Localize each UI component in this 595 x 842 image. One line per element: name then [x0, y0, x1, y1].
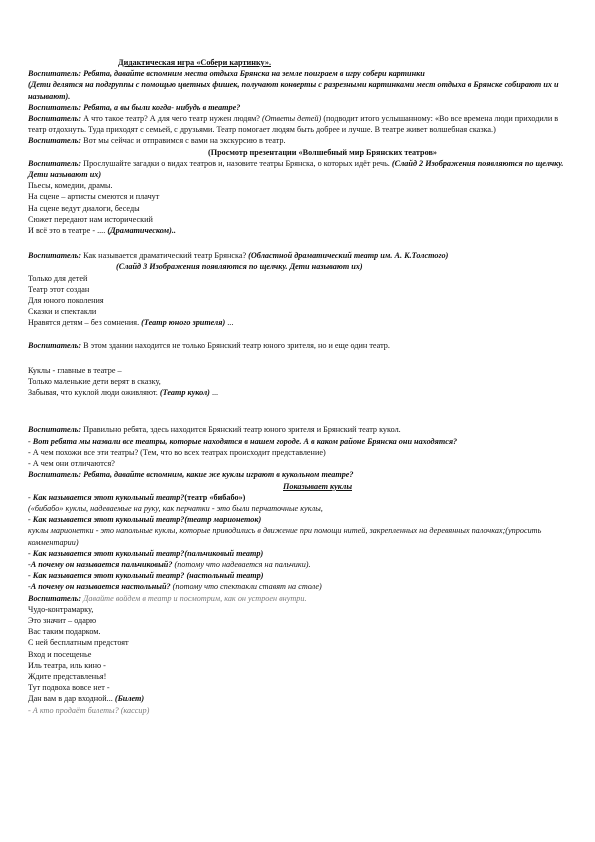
- riddle-line: Театр этот создан: [28, 284, 90, 294]
- question-line: - А чем похожи все эти театры? (Тем, что во всех театрах происходит представление): [28, 447, 326, 457]
- speaker-label: Воспитатель:: [28, 136, 82, 146]
- riddle-answer: (Театр кукол): [159, 388, 210, 398]
- riddle-line: На сцене – артисты смеются и плачут: [28, 192, 160, 202]
- riddle-line: Чудо-контрамарку,: [28, 604, 94, 614]
- speaker-label: Воспитатель:: [28, 69, 82, 79]
- riddle-line: Сказки и спектакли: [28, 307, 97, 317]
- question-line: [28, 492, 568, 503]
- paragraph-4: [28, 135, 568, 146]
- question-line: [28, 514, 568, 525]
- question-answer: (потому что спектакли ставят на столе): [172, 582, 322, 592]
- lesson-title: Дидактическая игра «Собери картинку».: [118, 58, 271, 67]
- paragraph-1-note: (Дети делятся на подгруппы с помощью цветных фишек, получают конверты с разрезными картинками мест отдыха в Брянске собирают их и называют).: [28, 80, 559, 101]
- question-text: -А почему он называется пальчиковый?: [28, 559, 173, 569]
- riddle-last-line: Забывая, что куклой люди оживляют.: [28, 388, 160, 398]
- question-line: [28, 570, 568, 581]
- show-dolls-note: Показывает куклы: [283, 481, 352, 491]
- speaker-label: Воспитатель:: [28, 158, 82, 168]
- speaker-label: Воспитатель:: [28, 425, 82, 435]
- paragraph-10: [28, 593, 568, 604]
- riddle-answer: (Билет): [114, 694, 145, 704]
- riddle-line: Пьесы, комедии, драмы.: [28, 181, 113, 191]
- paragraph-text: Ребята, давайте вспомним, какие же куклы играют в кукольном театре?: [83, 470, 354, 480]
- riddle-line: Только маленькие дети верят в сказку,: [28, 377, 161, 387]
- riddle-line: [28, 317, 568, 328]
- paragraph-text: Как называется драматический театр Брянска?: [83, 251, 247, 261]
- question-line: - А чем они отличаются?: [28, 459, 115, 469]
- question-text: - Как называется этот кукольный театр?: [28, 515, 185, 525]
- riddle-line: На сцене ведут диалоги, беседы: [28, 203, 140, 213]
- speaker-label: Воспитатель:: [28, 593, 82, 603]
- riddle-line: [28, 225, 568, 236]
- paragraph-text: Давайте войдем в театр и посмотрим, как он устроен внутри.: [83, 593, 307, 603]
- riddle-line: Это значит – одарю: [28, 615, 97, 625]
- speaker-label: Воспитатель:: [28, 102, 82, 112]
- question-line: [28, 548, 568, 559]
- kids-answer-note: (Ответы детей): [261, 114, 322, 124]
- riddle-last-line: Нравятся детям – без сомнения.: [28, 318, 142, 328]
- paragraph-text: Ребята, давайте вспомним места отдыха Брянска на земле поиграем в игру собери картинки: [83, 69, 425, 79]
- paragraph-text: В этом здании находится не только Брянский театр юного зрителя, но и еще один театр.: [83, 340, 390, 350]
- paragraph-9: [28, 469, 568, 480]
- question-text: - Как называется этот кукольный театр?: [28, 548, 185, 558]
- paragraph-text: Прослушайте загадки о видах театров и, назовите театры Брянска, о которых идёт речь.: [83, 158, 390, 168]
- riddle-answer: (Драматическом)..: [107, 226, 176, 236]
- riddle-line: Вход и посещенье: [28, 649, 92, 659]
- riddle-line: Только для детей: [28, 273, 88, 283]
- paragraph-text: Правильно ребята, здесь находится Брянский театр юного зрителя и Брянский театр кукол.: [83, 425, 401, 435]
- paragraph-2: [28, 102, 568, 113]
- speaker-label: Воспитатель:: [28, 470, 82, 480]
- speaker-label: Воспитатель:: [28, 251, 82, 261]
- paragraph-8: [28, 424, 568, 435]
- riddle-line: [28, 387, 568, 398]
- document-body: [28, 57, 568, 716]
- question-answer: (театр марионеток): [184, 515, 262, 525]
- riddle-line: Вас таким подарком.: [28, 627, 101, 637]
- slide-3-note: (Слайд 3 Изображения появляются по щелчку. Дети называют их): [116, 262, 363, 272]
- riddle-line: Ждите представленья!: [28, 671, 107, 681]
- riddle-line: Тут подвоха вовсе нет -: [28, 683, 110, 693]
- question-text: - Как называется этот кукольный театр?: [28, 571, 185, 581]
- question-line: [28, 581, 568, 592]
- slide-note: (Слайд 2 Изображения появляются по щелчку. Дети называют их): [28, 158, 564, 180]
- speaker-label: Воспитатель:: [28, 114, 82, 124]
- question-line: [28, 559, 568, 570]
- riddle-line: Иль театра, иль кино -: [28, 660, 106, 670]
- paragraph-text: Ребята, а вы были когда- нибудь в театре?: [83, 102, 241, 112]
- paragraph-7: [28, 340, 568, 351]
- question-line: - Вот ребята мы назвали все театры, которые находятся в нашем городе. А в каком районе Брянска они находятся?: [28, 436, 458, 446]
- paragraph-text-rest: (подводит итого услышанному: «Во все времена люди приходили в театр отдохнуть. Туда приходят с семьей, с друзьями. Театр помогает людям быть добрее и лучше. В театре живет волшебная сказка.): [28, 114, 559, 135]
- paragraph-1: [28, 68, 568, 79]
- question-answer: (пальчиковый театр): [184, 548, 264, 558]
- riddle-line: С ней бесплатным предстоят: [28, 638, 129, 648]
- riddle-answer: (Театр юного зрителя): [141, 318, 226, 328]
- riddle-last-line: Дан вам в дар входной...: [28, 694, 115, 704]
- riddle-line: [28, 693, 568, 704]
- riddle-tail: ...: [209, 388, 219, 398]
- paragraph-text: Вот мы сейчас и отправимся с вами на экскурсию в театр.: [83, 136, 286, 146]
- question-answer: (настольный театр): [186, 571, 264, 581]
- presentation-note: (Просмотр презентации «Волшебный мир Брянских театров»: [208, 147, 437, 157]
- riddle-line: Для юного поколения: [28, 296, 104, 306]
- riddle-line: Куклы - главные в театре –: [28, 365, 122, 375]
- question-answer: (театр «бибабо»): [184, 492, 246, 502]
- riddle-line: Сюжет передают нам исторический: [28, 214, 153, 224]
- answer-note: (Областной драматический театр им. А. К.Толстого): [248, 251, 449, 261]
- speaker-label: Воспитатель:: [28, 340, 82, 350]
- paragraph-6: [28, 250, 568, 261]
- question-text: -А почему он называется настольный?: [28, 582, 171, 592]
- explanation-line: куклы марионетки - это напольные куклы, которые приводились в движение при помощи нитей, закрепленных на деревянных палочках;(упросить комментарии): [28, 526, 542, 547]
- riddle-tail: ...: [225, 318, 234, 328]
- explanation-line: («бибабо» куклы, надеваемые на руку, как перчатки - это были перчаточные куклы,: [28, 503, 323, 513]
- riddle-last-line: И всё это в театре - ....: [28, 226, 108, 236]
- question-answer: (потому что надевается на пальчики).: [174, 559, 311, 569]
- paragraph-text: А что такое театр? А для чего театр нужен людям?: [83, 114, 260, 124]
- question-text: - Как называется этот кукольный театр?: [28, 492, 185, 502]
- paragraph-3: [28, 113, 568, 135]
- question-line: - А кто продаёт билеты? (кассир): [28, 705, 150, 715]
- paragraph-5: [28, 158, 568, 180]
